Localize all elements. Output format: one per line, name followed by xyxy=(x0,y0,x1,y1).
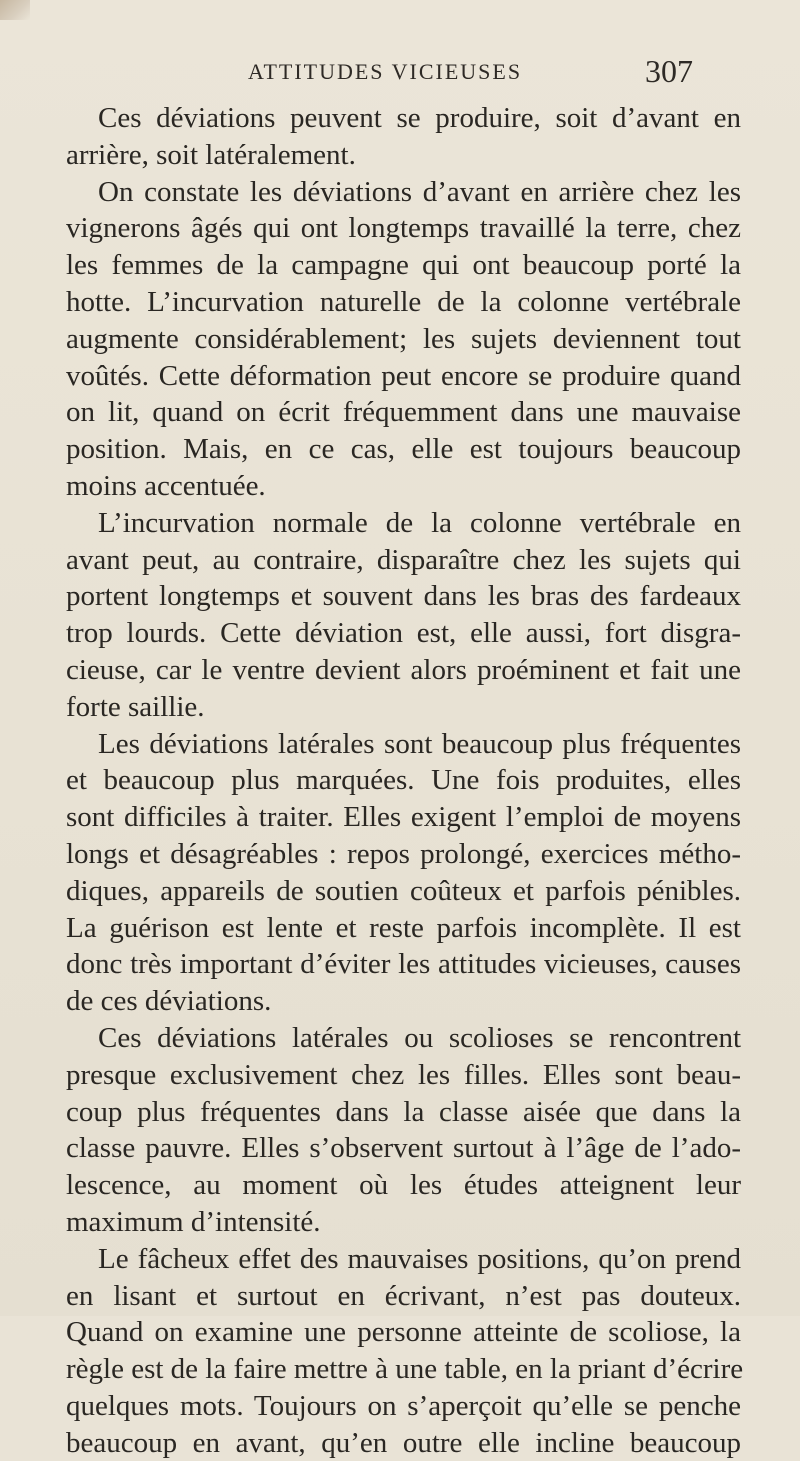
text-line: règle est de la faire mettre à une table, en la priant d’écrire xyxy=(66,1353,744,1386)
text-line: hotte. L’incurvation naturelle de la colonne vertébrale xyxy=(66,285,741,318)
text-line: augmente considérablement; les sujets deviennent tout xyxy=(66,322,741,355)
page-number: 307 xyxy=(645,53,693,89)
text-line: de ces déviations. xyxy=(66,985,272,1018)
text-line: diques, appareils de soutien coûteux et parfois pénibles. xyxy=(66,874,741,907)
text-line: presque exclusivement chez les filles. Elles sont beau- xyxy=(66,1058,741,1091)
text-line: L’incurvation normale de la colonne vertébrale en xyxy=(98,506,741,539)
text-line: maximum d’intensité. xyxy=(66,1205,321,1238)
running-title: ATTITUDES VICIEUSES xyxy=(248,59,523,84)
text-line: donc très important d’éviter les attitudes vicieuses, causes xyxy=(66,948,741,981)
text-line: Le fâcheux effet des mauvaises positions, qu’on prend xyxy=(98,1242,741,1275)
text-line: arrière, soit latéralement. xyxy=(66,138,356,171)
text-line: Ces déviations latérales ou scolioses se rencontrent xyxy=(98,1021,741,1054)
text-line: vignerons âgés qui ont longtemps travaillé la terre, chez xyxy=(66,212,741,245)
text-line: moins accentuée. xyxy=(66,469,266,502)
text-line: Les déviations latérales sont beaucoup plus fréquentes xyxy=(98,727,741,760)
text-line: avant peut, au contraire, disparaître chez les sujets qui xyxy=(66,543,741,576)
text-line: La guérison est lente et reste parfois incomplète. Il est xyxy=(66,911,741,944)
text-line: classe pauvre. Elles s’observent surtout à l’âge de l’ado- xyxy=(66,1132,741,1165)
page-corner-shadow xyxy=(0,0,30,20)
text-line: voûtés. Cette déformation peut encore se produire quand xyxy=(66,359,741,392)
body-text xyxy=(66,100,744,1461)
text-line: portent longtemps et souvent dans les bras des fardeaux xyxy=(66,580,741,613)
running-header xyxy=(0,45,800,95)
text-line: en lisant et surtout en écrivant, n’est pas douteux. xyxy=(66,1279,741,1312)
text-line: beaucoup en avant, qu’en outre elle incline beaucoup xyxy=(66,1426,741,1459)
text-line: longs et désagréables : repos prolongé, exercices métho- xyxy=(66,837,741,870)
text-line: coup plus fréquentes dans la classe aisée que dans la xyxy=(66,1095,741,1128)
text-line: lescence, au moment où les études atteignent leur xyxy=(66,1169,741,1202)
text-line: on lit, quand on écrit fréquemment dans une mauvaise xyxy=(66,396,741,429)
text-line: position. Mais, en ce cas, elle est toujours beaucoup xyxy=(66,433,741,466)
text-line: sont difficiles à traiter. Elles exigent l’emploi de moyens xyxy=(66,801,741,834)
text-line: quelques mots. Toujours on s’aperçoit qu’elle se penche xyxy=(66,1389,741,1422)
text-line: Ces déviations peuvent se produire, soit d’avant en xyxy=(98,102,741,134)
text-line: forte saillie. xyxy=(66,690,205,723)
text-line: On constate les déviations d’avant en arrière chez les xyxy=(98,175,741,208)
text-line: Quand on examine une personne atteinte de scoliose, la xyxy=(66,1316,741,1349)
text-line: et beaucoup plus marquées. Une fois produites, elles xyxy=(66,764,741,797)
text-line: cieuse, car le ventre devient alors proéminent et fait une xyxy=(66,653,741,686)
text-line: trop lourds. Cette déviation est, elle aussi, fort disgra- xyxy=(66,617,741,650)
text-line: les femmes de la campagne qui ont beaucoup porté la xyxy=(66,249,741,282)
